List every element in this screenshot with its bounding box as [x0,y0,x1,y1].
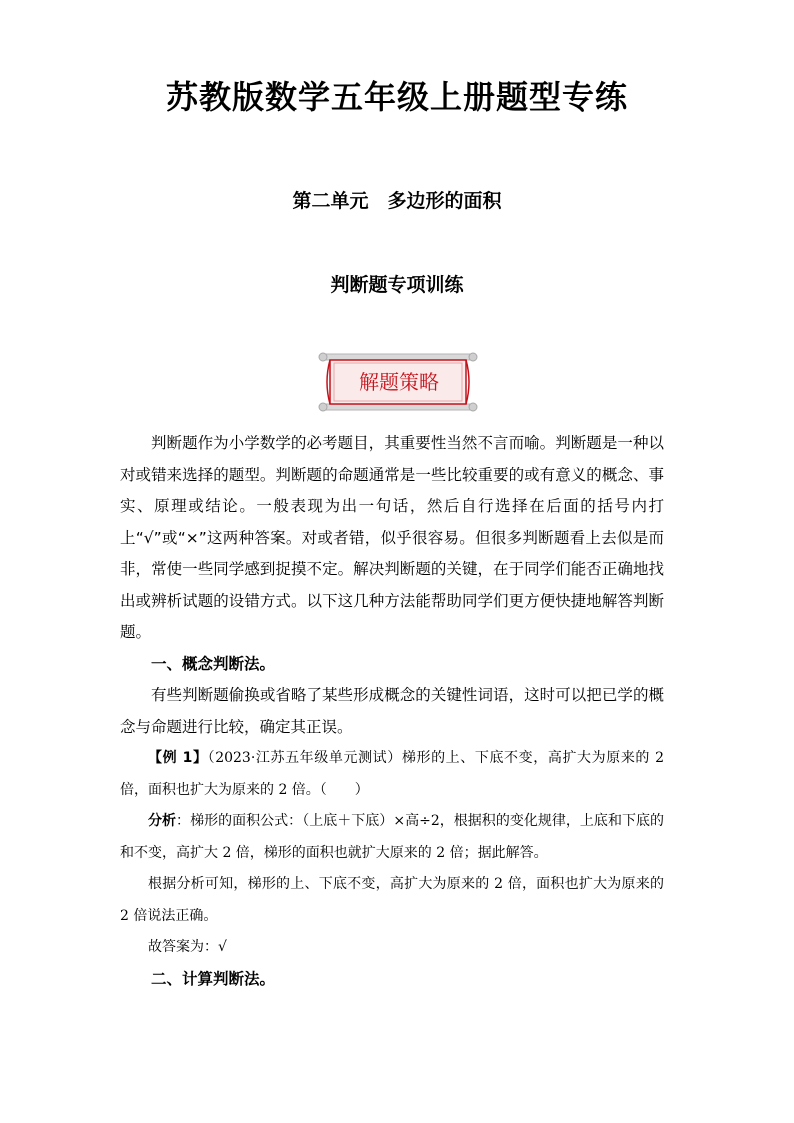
content-body [120,428,664,995]
example-text: （2023·江苏五年级单元测试）梯形的上、下底不变，高扩大为原来的 2 倍，面积也扩大为原来的 2 倍。（ ） [120,750,664,798]
conclusion: 根据分析可知，梯形的上、下底不变，高扩大为原来的 2 倍，面积也扩大为原来的 2 倍说法正确。 [120,876,664,924]
analysis [120,806,664,869]
banner-label: 解题策略 [359,370,439,394]
example-label: 【例 1】 [148,750,208,766]
document-title: 苏教版数学五年级上册题型专练 [165,78,628,116]
section-heading-concept: 一、概念判断法。 [151,654,276,673]
analysis-label: 分析 [148,813,177,829]
section-heading-calculation: 二、计算判断法。 [151,969,276,988]
concept-paragraph: 有些判断题偷换或省略了某些形成概念的关键性词语，这时可以把已学的概念与命题进行比较，确定其正误。 [120,686,664,736]
section-subtitle: 判断题专项训练 [330,274,464,296]
unit-heading: 第二单元 多边形的面积 [292,190,502,212]
analysis-text: ：梯形的面积公式：（上底＋下底）×高÷2，根据积的变化规律，上底和下底的和不变，高扩大 2 倍，梯形的面积也就扩大原来的 2 倍；据此解答。 [120,813,665,861]
strategy-banner [318,348,478,416]
answer: 故答案为：√ [148,939,227,955]
example-1 [120,743,664,806]
intro-paragraph: 判断题作为小学数学的必考题目，其重要性当然不言而喻。判断题是一种以对或错来选择的题型。判断题的命题通常是一些比较重要的或有意义的概念、事实、原理或结论。一般表现为出一句话，然后自行选择在后面的括号内打上“√”或“×”这两种答案。对或者错，似乎很容易。但很多判断题看上去似是而非，常使一些同学感到捉摸不定。解决判断题的关键，在于同学们能否正确地找出或辨析试题的设错方式。以下这几种方法能帮助同学们更方便快捷地解答判断题。 [120,434,664,641]
